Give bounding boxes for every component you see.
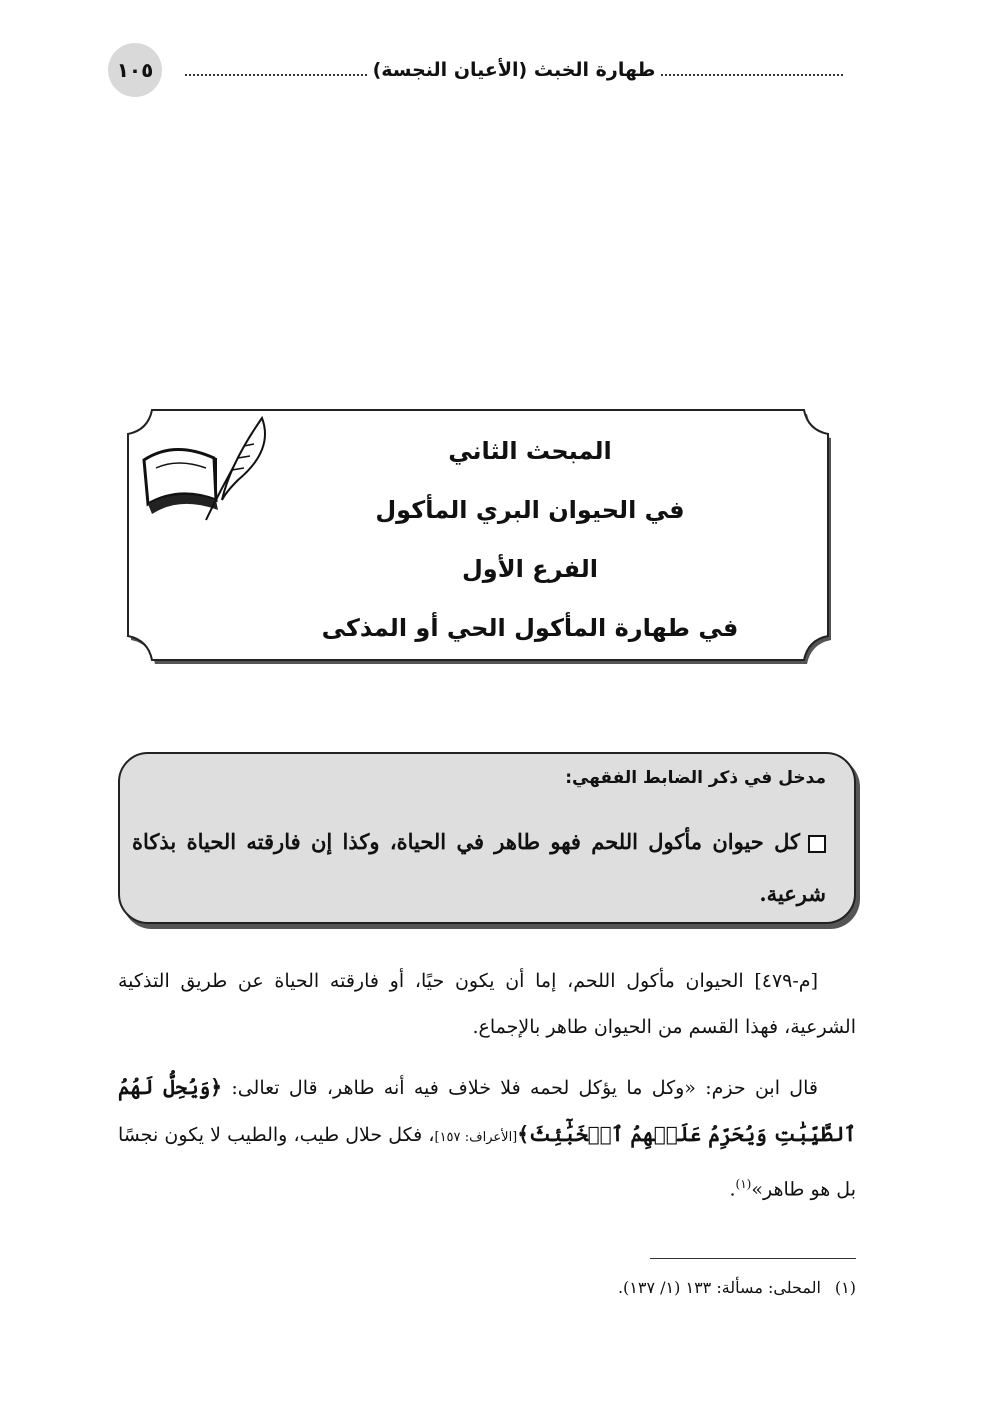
verse-reference: [الأعراف: ١٥٧] <box>434 1130 518 1145</box>
section-title: الفرع الأول <box>461 555 599 583</box>
chapter-subtitle: في الحيوان البري المأكول <box>375 496 685 524</box>
paragraph-2 <box>118 1064 856 1212</box>
paragraph-2-part2: ، فكل حلال طيب، والطيب لا يكون نجسًا بل هو طاهر» <box>118 1124 856 1201</box>
rule-text-content: كل حيوان مأكول اللحم فهو طاهر في الحياة، وكذا إن فارقته الحياة بذكاة شرعية. <box>132 829 826 906</box>
book-quill-icon <box>134 410 274 530</box>
chapter-title-frame <box>110 400 846 670</box>
checkbox-icon <box>808 835 826 853</box>
header-dots-right <box>661 74 843 76</box>
section-subtitle: في طهارة المأكول الحي أو المذكى <box>321 614 739 642</box>
chapter-title: المبحث الثاني <box>448 437 612 465</box>
footnote-text: المحلى: مسألة: ١٣٣ (١/ ١٣٧). <box>617 1278 821 1297</box>
header-dots-left <box>185 74 367 76</box>
footnote-number: (١) <box>834 1278 856 1297</box>
quran-verse: ﴿وَيُحِلُّ لَهُمُ ٱلطَّيِّبَٰتِ وَيُحَرِّمُ عَلَيۡهِمُ ٱلۡخَبَٰٓئِثَ﴾ <box>118 1075 856 1146</box>
juristic-rule-box <box>118 752 856 924</box>
footnote-marker[interactable]: (١) <box>735 1177 752 1191</box>
paragraph-1-text: [م-٤٧٩] الحيوان مأكول اللحم، إما أن يكون حيًا، أو فارقته الحياة عن طريق التذكية الشرعية، فهذا القسم من الحيوان طاهر بالإجماع. <box>118 970 856 1038</box>
paragraph-2-part1: قال ابن حزم: «وكل ما يؤكل لحمه فلا خلاف فيه أنه طاهر، قال تعالى: <box>222 1077 818 1099</box>
rule-heading: مدخل في ذكر الضابط الفقهي: <box>565 768 826 788</box>
running-header <box>185 55 843 85</box>
paragraph-2-end: . <box>729 1178 736 1201</box>
running-title: طهارة الخبث (الأعيان النجسة) <box>372 59 656 81</box>
footnote-divider <box>650 1258 856 1259</box>
paragraph-1 <box>118 958 856 1050</box>
page-number: ١٠٥ <box>108 43 162 97</box>
rule-text <box>132 816 826 920</box>
footnote-1 <box>118 1278 856 1297</box>
